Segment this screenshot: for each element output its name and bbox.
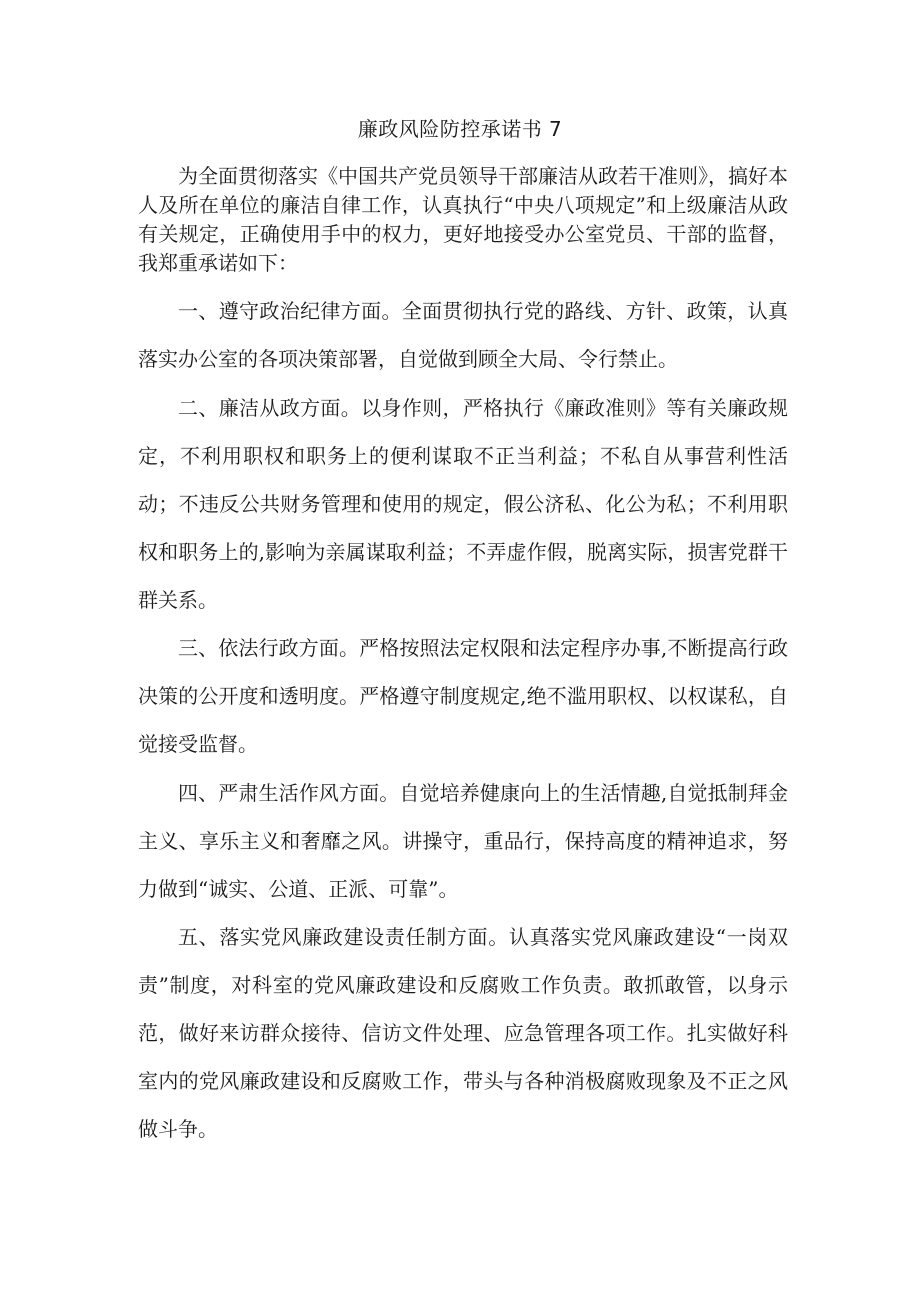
paragraph-responsibility-system: 五、落实党风廉政建设责任制方面。认真落实党风廉政建设“一岗双责”制度，对科室的党风廉政建设和反腐败工作负责。敢抓敢管，以身示范，做好来访群众接待、信访文件处理、应急管理各项工作。扎实做好科室内的党风廉政建设和反腐败工作，带头与各种消极腐败现象及不正之风做斗争。 — [138, 925, 788, 1141]
document-title: 廉政风险防控承诺书 7 — [357, 117, 563, 141]
intro-paragraph: 为全面贯彻落实《中国共产党员领导干部廉洁从政若干准则》，搞好本人及所在单位的廉洁自律工作，认真执行“中央八项规定”和上级廉洁从政有关规定，正确使用手中的权力，更好地接受办公室党员、干部的监督，我郑重承诺如下： — [138, 164, 788, 275]
paragraph-life-conduct: 四、严肃生活作风方面。自觉培养健康向上的生活情趣,自觉抵制拜金主义、享乐主义和奢靡之风。讲操守，重品行，保持高度的精神追求，努力做到“诚实、公道、正派、可靠”。 — [138, 781, 788, 901]
paragraph-clean-governance: 二、廉洁从政方面。以身作则，严格执行《廉政准则》等有关廉政规定，不利用职权和职务上的便利谋取不正当利益；不私自从事营利性活动；不违反公共财务管理和使用的规定，假公济私、化公为私；不利用职权和职务上的,影响为亲属谋取利益；不弄虚作假，脱离实际，损害党群干群关系。 — [138, 396, 788, 612]
paragraph-political-discipline: 一、遵守政治纪律方面。全面贯彻执行党的路线、方针、政策，认真落实办公室的各项决策部署，自觉做到顾全大局、令行禁止。 — [138, 299, 788, 371]
paragraph-lawful-administration: 三、依法行政方面。严格按照法定权限和法定程序办事,不断提高行政决策的公开度和透明度。严格遵守制度规定,绝不滥用职权、以权谋私，自觉接受监督。 — [138, 636, 788, 756]
